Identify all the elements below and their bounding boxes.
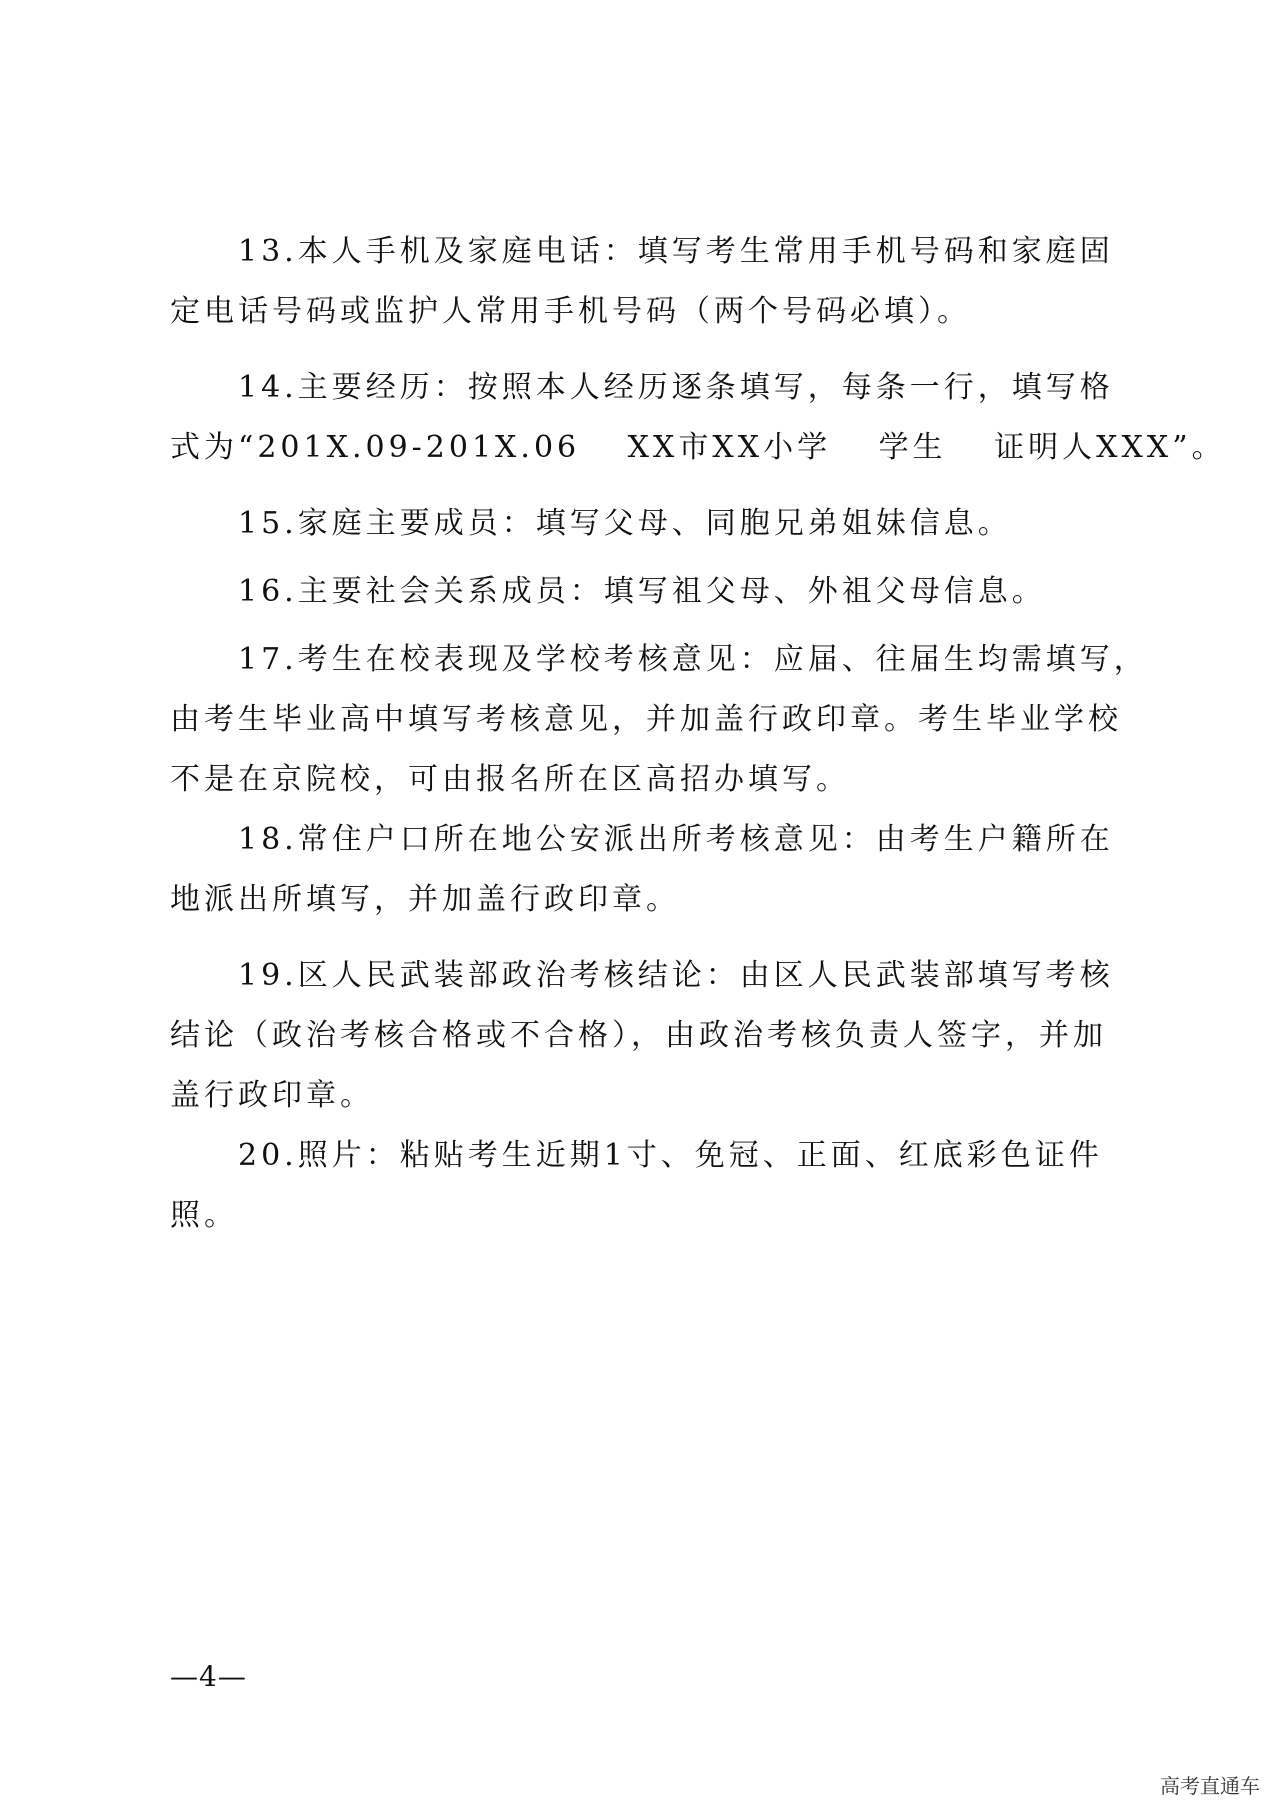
item-13-line-1: 13.本人手机及家庭电话：填写考生常用手机号码和家庭固 [238,234,1114,269]
item-18-line-2: 地派出所填写，并加盖行政印章。 [170,882,680,917]
watermark: 高考直通车 [1160,1774,1260,1798]
item-13-line-2: 定电话号码或监护人常用手机号码（两个号码必填）。 [170,294,971,329]
item-14-line-2: 式为“201X.09-201X.06 XX市XX小学 学生 证明人XXX”。 [170,430,1226,465]
item-20-line-2: 照。 [170,1198,238,1233]
item-17-line-3: 不是在京院校，可由报名所在区高招办填写。 [170,762,850,797]
item-18-line-1: 18.常住户口所在地公安派出所考核意见：由考生户籍所在 [238,822,1114,857]
item-15 [170,494,1130,554]
item-16 [170,562,1130,622]
item-15-line-1: 15.家庭主要成员：填写父母、同胞兄弟姐妹信息。 [238,506,1012,541]
item-14 [170,358,1226,478]
item-14-line-1: 14.主要经历：按照本人经历逐条填写，每条一行，填写格 [238,370,1114,405]
item-19-line-1: 19.区人民武装部政治考核结论：由区人民武装部填写考核 [238,958,1114,993]
item-19-line-3: 盖行政印章。 [170,1078,374,1113]
item-19-line-2: 结论（政治考核合格或不合格），由政治考核负责人签字，并加 [170,1018,1107,1053]
item-17 [170,630,1148,810]
item-18 [170,810,1130,930]
item-20 [170,1126,1130,1246]
page-number: —4— [170,1660,247,1693]
item-17-line-1: 17.考生在校表现及学校考核意见：应届、往届生均需填写， [238,642,1148,677]
item-16-line-1: 16.主要社会关系成员：填写祖父母、外祖父母信息。 [238,574,1046,609]
item-13 [170,222,1130,342]
item-19 [170,946,1130,1126]
item-17-line-2: 由考生毕业高中填写考核意见，并加盖行政印章。考生毕业学校 [170,702,1122,737]
item-20-line-1: 20.照片：粘贴考生近期1寸、免冠、正面、红底彩色证件 [238,1138,1103,1173]
